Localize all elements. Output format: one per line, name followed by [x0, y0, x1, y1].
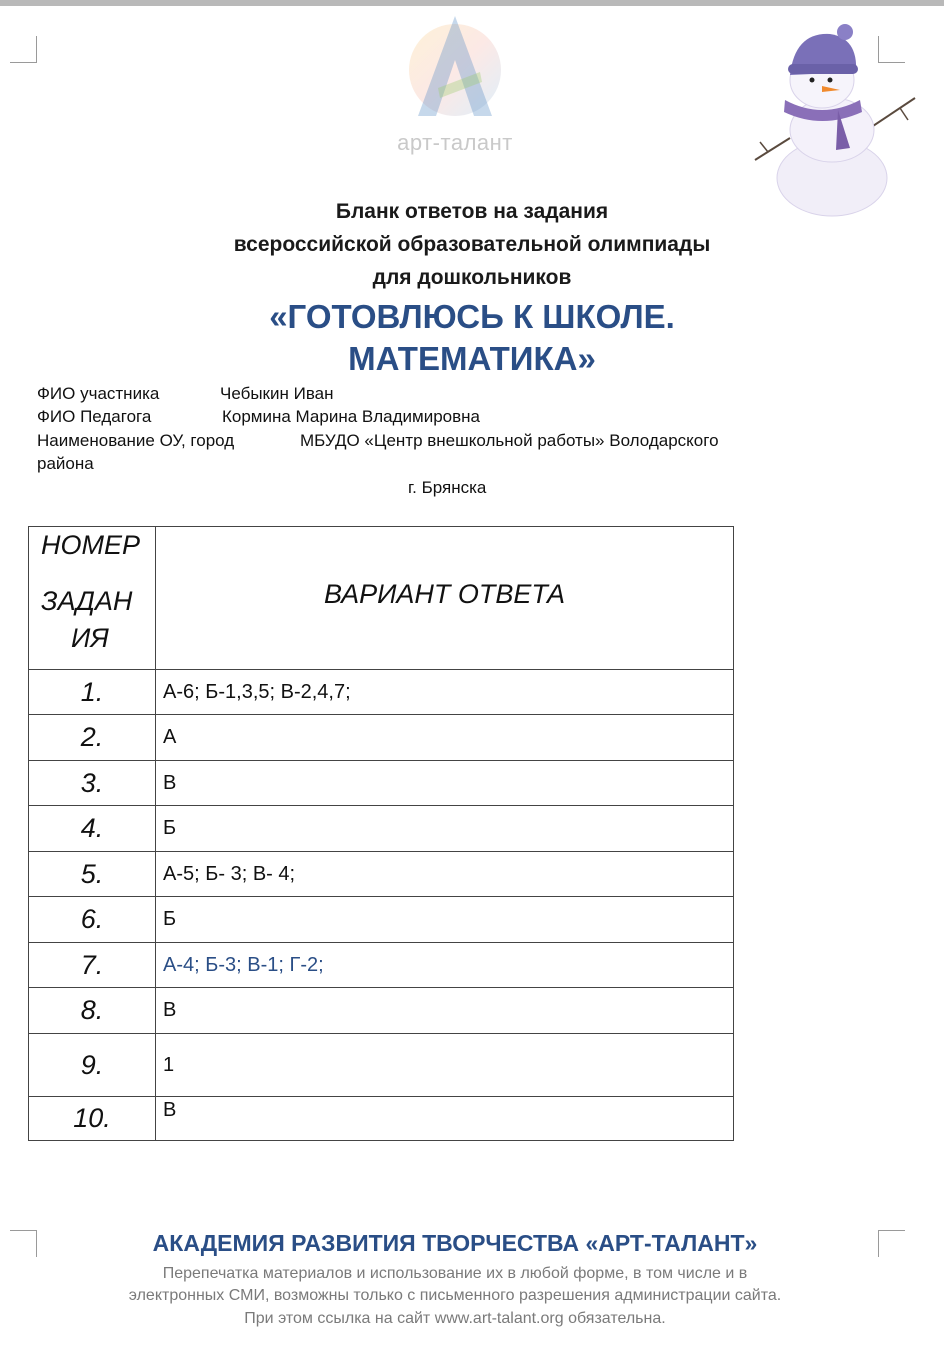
task-answer: В [156, 761, 734, 806]
header-task-number [29, 527, 156, 670]
task-number: 2. [29, 715, 156, 761]
task-number: 10. [29, 1097, 156, 1141]
task-number: 5. [29, 852, 156, 897]
form-title-line-1: Бланк ответов на задания [335, 200, 609, 223]
task-answer: А [156, 715, 734, 761]
table-row [29, 852, 734, 897]
task-answer: 1 [156, 1034, 734, 1097]
footer-notice-line-1: Перепечатка материалов и использование их в любой форме, в том числе и в [162, 1265, 748, 1282]
table-row [29, 806, 734, 852]
answers-table [28, 526, 734, 1141]
table-row [29, 897, 734, 943]
footer-notice-line-3: При этом ссылка на сайт www.art-talant.org обязательна. [244, 1310, 666, 1327]
task-answer: В [156, 1097, 734, 1141]
task-answer: А-6; Б-1,3,5; В-2,4,7; [156, 670, 734, 715]
participant-label: ФИО участника [37, 384, 160, 403]
form-title-line-3: для дошкольников [372, 266, 572, 289]
org-value-continued: района [37, 454, 94, 473]
teacher-value: Кормина Марина Владимировна [222, 407, 480, 426]
top-bar [0, 0, 944, 6]
footer-academy-title: АКАДЕМИЯ РАЗВИТИЯ ТВОРЧЕСТВА «АРТ-ТАЛАНТ» [152, 1230, 758, 1256]
crop-mark-top-left [10, 36, 37, 63]
table-row [29, 1034, 734, 1097]
table-row [29, 988, 734, 1034]
table-header-row [29, 527, 734, 670]
city-value: г. Брянска [408, 478, 487, 497]
participant-value: Чебыкин Иван [220, 384, 334, 403]
snowman-illustration [750, 20, 920, 220]
task-answer: А-4; Б-3; В-1; Г-2; [156, 943, 734, 988]
table-row [29, 715, 734, 761]
footer-notice-line-2: электронных СМИ, возможны только с письменного разрешения администрации сайта. [128, 1287, 782, 1304]
header-task-number-line-2: ЗАДАН [41, 586, 133, 617]
art-talant-logo-icon [400, 8, 510, 128]
org-value: МБУДО «Центр внешкольной работы» Володарского [300, 431, 719, 450]
task-number: 3. [29, 761, 156, 806]
task-number: 4. [29, 806, 156, 852]
header-answer-variant: ВАРИАНТ ОТВЕТА [156, 527, 734, 670]
task-answer: Б [156, 806, 734, 852]
task-answer: В [156, 988, 734, 1034]
table-row [29, 670, 734, 715]
teacher-label: ФИО Педагога [37, 407, 152, 426]
task-answer: А-5; Б- 3; В- 4; [156, 852, 734, 897]
task-number: 8. [29, 988, 156, 1034]
table-row [29, 761, 734, 806]
task-answer: Б [156, 897, 734, 943]
org-label: Наименование ОУ, город [37, 431, 235, 450]
header-task-number-line-3: ИЯ [71, 622, 109, 653]
table-row [29, 943, 734, 988]
olympiad-name-line-2: МАТЕМАТИКА» [348, 340, 596, 377]
task-number: 7. [29, 943, 156, 988]
task-number: 1. [29, 670, 156, 715]
table-row [29, 1097, 734, 1141]
task-number: 9. [29, 1034, 156, 1097]
task-number: 6. [29, 897, 156, 943]
logo-text: арт-талант [397, 130, 513, 155]
form-title-line-2: всероссийской образовательной олимпиады [233, 233, 711, 256]
header-task-number-line-1: НОМЕР [41, 530, 141, 560]
olympiad-name-line-1: «ГОТОВЛЮСЬ К ШКОЛЕ. [269, 298, 675, 335]
